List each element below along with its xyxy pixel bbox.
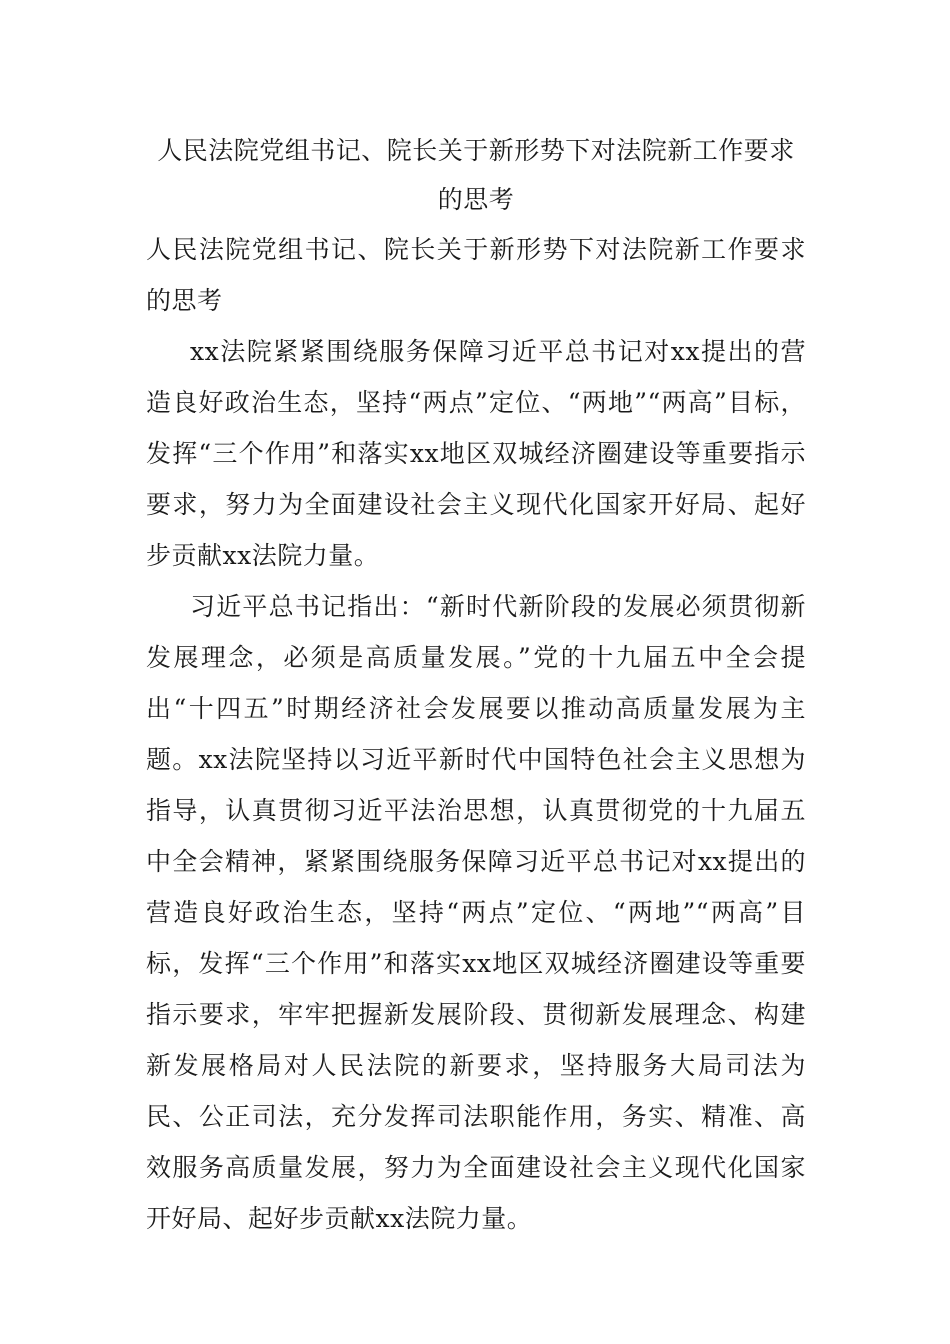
document-title: 人民法院党组书记、院长关于新形势下对法院新工作要求的思考 <box>157 136 795 214</box>
paragraph-1: xx法院紧紧围绕服务保障习近平总书记对xx提出的营造良好政治生态，坚持“两点”定位、“两地”“两高”目标，发挥“三个作用”和落实xx地区双城经济圈建设等重要指示要求，努力为全面建设社会主义现代化国家开好局、起好步贡献xx法院力量。 <box>146 337 806 570</box>
document-subtitle: 人民法院党组书记、院长关于新形势下对法院新工作要求的思考 <box>146 235 806 315</box>
document-body <box>146 126 806 1244</box>
paragraph-2: 习近平总书记指出：“新时代新阶段的发展必须贯彻新发展理念，必须是高质量发展。”党的十九届五中全会提出“十四五”时期经济社会发展要以推动高质量发展为主题。xx法院坚持以习近平新时代中国特色社会主义思想为指导，认真贯彻习近平法治思想，认真贯彻党的十九届五中全会精神，紧紧围绕服务保障习近平总书记对xx提出的营造良好政治生态，坚持“两点”定位、“两地”“两高”目标，发挥“三个作用”和落实xx地区双城经济圈建设等重要指示要求，牢牢把握新发展阶段、贯彻新发展理念、构建新发展格局对人民法院的新要求，坚持服务大局司法为民、公正司法，充分发挥司法职能作用，务实、精准、高效服务高质量发展，努力为全面建设社会主义现代化国家开好局、起好步贡献xx法院力量。 <box>146 592 806 1233</box>
